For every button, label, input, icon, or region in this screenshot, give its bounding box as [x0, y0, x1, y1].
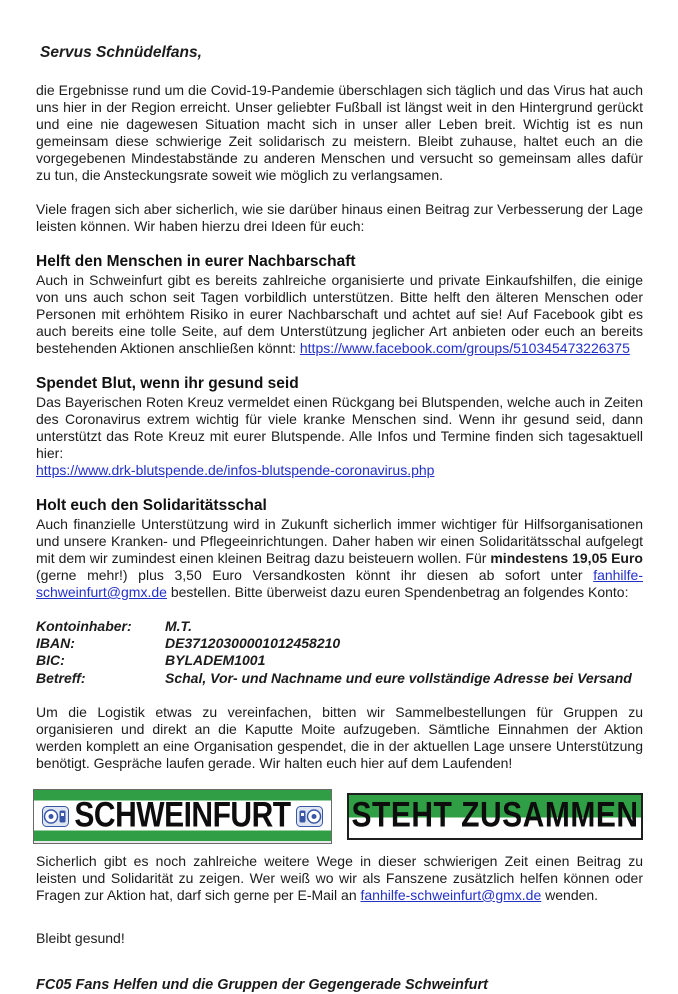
- banner-schweinfurt: [33, 789, 332, 844]
- contact-email-link[interactable]: fanhilfe-schweinfurt@gmx.de: [360, 886, 542, 903]
- paragraph-segment: Sicherlich gibt es noch zahlreiche weitere Wege in dieser schwierigen Zeit einen Beitrag zu leisten und Solidarität zu zeigen. Wer weiß wo wir als Fanszene zusätzlich helfen können oder Fragen zur Aktion hat, darf sich gerne per E-Mail an: [36, 852, 643, 903]
- banner-steht-zusammen-text: STEHT ZUSAMMEN: [351, 796, 639, 836]
- drk-blood-donation-link[interactable]: https://www.drk-blutspende.de/infos-blutspende-coronavirus.php: [36, 462, 435, 478]
- fc05-crest-icon: [296, 806, 323, 827]
- banner: [33, 789, 643, 844]
- account-label: BIC:: [36, 652, 65, 669]
- account-value: M.T.: [165, 618, 192, 634]
- paragraph-logistics: Um die Logistik etwas zu vereinfachen, bitten wir Sammelbestellungen für Gruppen zu organisieren und direkt an die Kaputte Moite aufzugeben. Sämtliche Einnahmen der Aktion werden komplett an eine Organisation gespendet, die in der aktuellen Lage unsere Unterstützung benötigt. Gespräche laufen gerade. Wir halten euch hier auf dem Laufenden!: [36, 703, 643, 771]
- bank-account-details: [36, 618, 643, 687]
- paragraph-scarf: [36, 516, 643, 601]
- paragraph-ideas-intro: Viele fragen sich aber sicherlich, wie sie darüber hinaus einen Beitrag zur Verbesserung der Lage leisten können. Wir haben hierzu drei Ideen für euch:: [36, 201, 643, 234]
- paragraph-segment: Auch in Schweinfurt gibt es bereits zahlreiche organisierte und private Einkaufshilfen, die einige von uns auch schon seit Tagen vorbildlich unterstützen. Bitte helft den älteren Menschen oder Personen mit erhöhtem Risiko in eurer Nachbarschaft und achtet auf sie! Auf Facebook gibt es auch bereits eine tolle Seite, auf dem Unterstützung jeglicher Art anbieten oder euch an bereits bestehenden Aktionen anschließen könnt:: [36, 272, 643, 356]
- account-row: [36, 618, 643, 635]
- account-row: [36, 652, 643, 669]
- account-label: Kontoinhaber:: [36, 618, 132, 634]
- paragraph-segment: Das Bayerischen Roten Kreuz vermeldet einen Rückgang bei Blutspenden, welche auch in Zeiten des Coronavirus extrem wichtig für viele kranke Menschen sind. Wenn ihr gesund seid, dann unterstützt das Rote Kreuz mit eurer Blutspende. Alle Infos und Termine finden sich tagesaktuell hier:: [36, 394, 643, 461]
- paragraph-blood: [36, 394, 643, 479]
- signature: FC05 Fans Helfen und die Gruppen der Gegengerade Schweinfurt: [36, 976, 488, 993]
- banner-schweinfurt-text: SCHWEINFURT: [74, 796, 291, 836]
- paragraph-intro: die Ergebnisse rund um die Covid-19-Pandemie überschlagen sich täglich und das Virus hat auch uns hier in der Region erreicht. Unser geliebter Fußball ist längst weit in den Hintergrund gerückt und eine nie dagewesen Situation macht sich in unser aller Leben breit. Wichtig ist es nun gemeinsam diese schwierige Zeit solidarisch zu meistern. Bleibt zuhause, haltet euch an die vorgegebenen Mindestabstände zu anderen Menschen und versucht so gemeinsam alles dafür zu tun, die Ansteckungsrate soweit wie möglich zu verlangsamen.: [36, 82, 643, 183]
- paragraph-neighborhood: [36, 272, 643, 357]
- section-heading-scarf: Holt euch den Solidaritätsschal: [36, 497, 267, 514]
- order-email-link[interactable]: fanhilfe-schweinfurt@gmx.de: [36, 567, 643, 600]
- account-row: [36, 670, 643, 687]
- section-heading-blood: Spendet Blut, wenn ihr gesund seid: [36, 375, 299, 392]
- banner-steht-zusammen: [347, 793, 643, 840]
- scarf-price: mindestens 19,05 Euro: [490, 550, 643, 566]
- facebook-group-link[interactable]: https://www.facebook.com/groups/510345473226375: [299, 340, 630, 356]
- paragraph-segment: (gerne mehr!) plus 3,50 Euro Versandkosten könnt ihr diesen ab sofort unter: [36, 567, 594, 583]
- greeting: Servus Schnüdelfans,: [40, 44, 202, 61]
- fc05-crest-icon: [42, 806, 69, 827]
- account-label: IBAN:: [36, 635, 75, 652]
- paragraph-outro: [36, 853, 643, 904]
- paragraph-segment: bestellen. Bitte überweist dazu euren Spendenbetrag an folgendes Konto:: [166, 584, 629, 600]
- account-value: DE37120300001012458210: [165, 635, 341, 652]
- account-label: Betreff:: [36, 669, 86, 686]
- account-row: [36, 635, 643, 652]
- farewell: Bleibt gesund!: [36, 929, 125, 946]
- paragraph-segment: wenden.: [541, 886, 599, 903]
- section-heading-neighborhood: Helft den Menschen in eurer Nachbarschaft: [36, 253, 356, 270]
- paragraph-segment: Auch finanzielle Unterstützung wird in Zukunft sicherlich immer wichtiger für Hilfsorganisationen und unsere Kranken- und Pflegeeinrichtungen. Daher haben wir einen Solidaritätsschal aufgelegt mit dem wir zumindest einen kleinen Beitrag dazu beisteuern wollen. Für: [36, 516, 643, 566]
- account-value: Schal, Vor- und Nachname und eure vollständige Adresse bei Versand: [165, 669, 632, 686]
- account-value: BYLADEM1001: [165, 652, 266, 669]
